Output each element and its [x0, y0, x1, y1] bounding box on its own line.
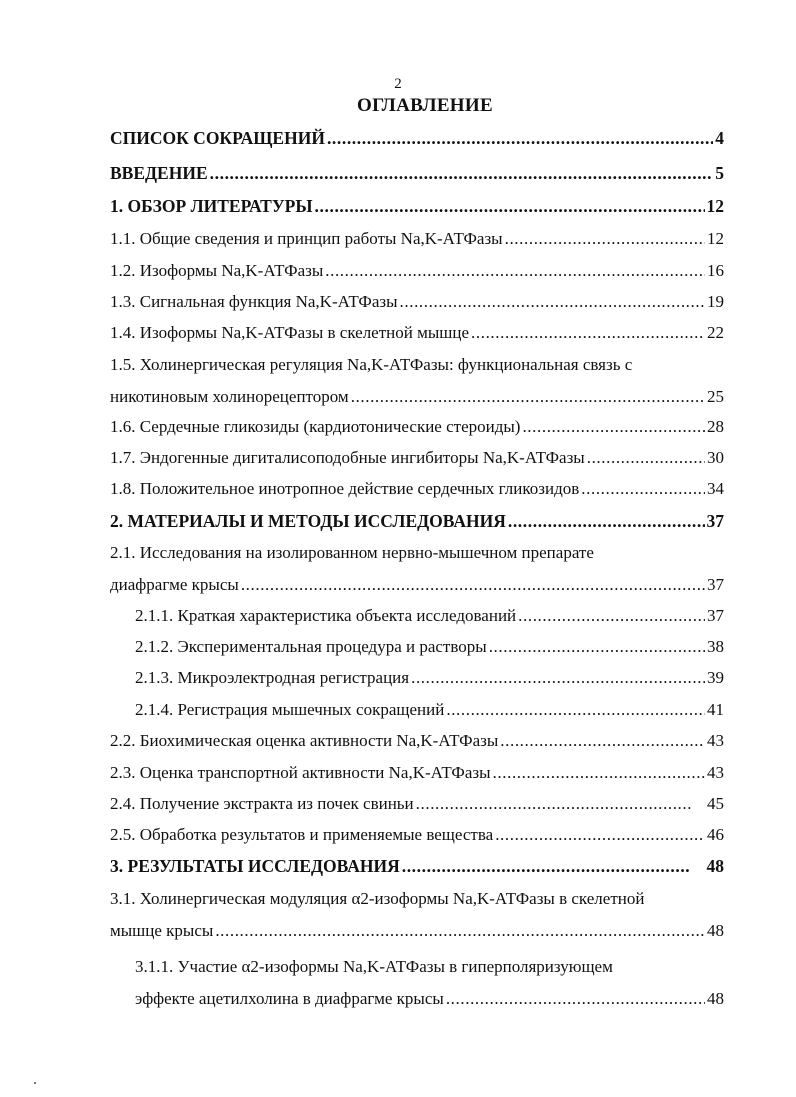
toc-entry-page: 41 [707, 700, 724, 719]
leader-dots [215, 920, 705, 942]
leader-dots [522, 416, 705, 438]
toc-entry-page: 4 [715, 128, 724, 148]
toc-entry-1-8[interactable] [110, 478, 724, 500]
toc-title: ОГЛАВЛЕНИЕ [357, 95, 493, 116]
toc-entry-2-1-1[interactable] [135, 605, 724, 627]
toc-entry-2-2[interactable] [110, 730, 724, 752]
leader-dots [581, 478, 705, 500]
toc-entry-label: 2.2. Биохимическая оценка активности Na,K-АТФазы [110, 731, 499, 750]
toc-entry-label: 2.5. Обработка результатов и применяемые вещества [110, 825, 494, 844]
toc-entry-page: 22 [707, 323, 724, 342]
toc-entry-2-4[interactable] [110, 793, 724, 815]
toc-entry-1-1[interactable] [110, 228, 724, 250]
toc-entry-2-3[interactable] [110, 762, 724, 784]
toc-entry-page: 28 [707, 417, 724, 436]
toc-entry-2-1-3[interactable] [135, 667, 724, 689]
leader-dots [518, 605, 705, 627]
toc-entry-label: эффекте ацетилхолина в диафрагме крысы [135, 989, 444, 1008]
toc-entry-label: 1.7. Эндогенные дигиталисоподобные ингибиторы Na,K-АТФазы [110, 448, 585, 467]
toc-entry-label: 1.5. Холинергическая регуляция Na,K-АТФазы: функциональная связь с [110, 355, 633, 374]
leader-dots [315, 195, 705, 217]
toc-entry-page: 48 [707, 989, 724, 1008]
toc-entry-page: 25 [707, 387, 724, 406]
leader-dots [508, 510, 705, 532]
toc-entry-page: 39 [707, 668, 724, 687]
toc-entry-1-2[interactable] [110, 260, 724, 282]
leader-dots [495, 824, 705, 846]
toc-entry-label: 3.1. Холинергическая модуляция α2-изоформы Na,K-АТФазы в скелетной [110, 889, 645, 908]
toc-entry-page: 48 [707, 921, 724, 940]
toc-entry-label: 1.6. Сердечные гликозиды (кардиотонические стероиды) [110, 417, 521, 436]
toc-entry-page: 45 [707, 794, 724, 813]
toc-entry-1-7[interactable] [110, 447, 724, 469]
leader-dots [471, 322, 705, 344]
toc-entry-page: 34 [707, 479, 724, 498]
toc-entry-page: 12 [706, 196, 724, 216]
leader-dots [446, 988, 705, 1010]
toc-entry-label: 2. МАТЕРИАЛЫ И МЕТОДЫ ИССЛЕДОВАНИЯ [110, 511, 506, 531]
leader-dots [493, 762, 705, 784]
toc-entry-1-3[interactable] [110, 291, 724, 313]
toc-entry-2-1-4[interactable] [135, 699, 724, 721]
toc-entry-label: 1. ОБЗОР ЛИТЕРАТУРЫ [110, 196, 313, 216]
toc-entry-3-1-1[interactable] [135, 956, 613, 978]
scan-speck [34, 1082, 36, 1084]
toc-entry-page: 46 [707, 825, 724, 844]
toc-entry-label: 1.1. Общие сведения и принцип работы Na,K-АТФазы [110, 229, 503, 248]
toc-entry-1-5-cont[interactable] [110, 386, 724, 408]
leader-dots [351, 386, 705, 408]
leader-dots [489, 636, 705, 658]
toc-entry-label: 3. РЕЗУЛЬТАТЫ ИССЛЕДОВАНИЯ [110, 856, 400, 876]
toc-entry-label: 1.3. Сигнальная функция Na,K-АТФазы [110, 292, 398, 311]
toc-entry-abbreviations[interactable] [110, 127, 724, 149]
toc-entry-label: диафрагме крысы [110, 575, 239, 594]
toc-entry-label: никотиновым холинорецептором [110, 387, 349, 406]
toc-entry-page: 5 [715, 163, 724, 183]
toc-entry-page: 12 [707, 229, 724, 248]
leader-dots [402, 855, 691, 877]
toc-entry-chapter-3[interactable] [110, 855, 724, 877]
leader-dots [241, 574, 705, 596]
toc-entry-3-1-1-cont[interactable] [135, 988, 724, 1010]
toc-entry-2-1-cont[interactable] [110, 574, 724, 596]
toc-entry-page: 16 [707, 261, 724, 280]
leader-dots [500, 730, 705, 752]
toc-entry-label: 1.4. Изоформы Na,K-АТФазы в скелетной мышце [110, 323, 470, 342]
toc-entry-page: 37 [707, 575, 724, 594]
toc-entry-page: 43 [707, 731, 724, 750]
toc-entry-1-5[interactable] [110, 354, 632, 376]
toc-entry-label: 2.1.3. Микроэлектродная регистрация [135, 668, 410, 687]
toc-entry-page: 30 [707, 448, 724, 467]
toc-entry-label: ВВЕДЕНИЕ [110, 163, 208, 183]
toc-entry-1-6[interactable] [110, 416, 724, 438]
leader-dots [416, 793, 691, 815]
toc-entry-3-1[interactable] [110, 888, 644, 910]
page-number: 2 [394, 76, 402, 92]
toc-entry-label: 2.3. Оценка транспортной активности Na,K-АТФазы [110, 763, 491, 782]
leader-dots [446, 699, 705, 721]
toc-entry-label: 2.1.2. Экспериментальная процедура и растворы [135, 637, 487, 656]
toc-entry-label: 2.1.4. Регистрация мышечных сокращений [135, 700, 445, 719]
toc-entry-label: 1.8. Положительное инотропное действие сердечных гликозидов [110, 479, 580, 498]
toc-entry-chapter-1[interactable] [110, 195, 724, 217]
toc-entry-page: 38 [707, 637, 724, 656]
toc-entry-2-1-2[interactable] [135, 636, 724, 658]
toc-entry-page: 37 [706, 511, 724, 531]
leader-dots [210, 162, 714, 184]
toc-entry-page: 37 [707, 606, 724, 625]
leader-dots [505, 228, 705, 250]
toc-entry-page: 48 [706, 856, 724, 876]
toc-entry-label: 2.1. Исследования на изолированном нервно-мышечном препарате [110, 543, 594, 562]
toc-entry-label: 3.1.1. Участие α2-изоформы Na,K-АТФазы в гиперполяризующем [135, 957, 613, 976]
toc-entry-1-4[interactable] [110, 322, 724, 344]
toc-entry-label: 2.4. Получение экстракта из почек свиньи [110, 794, 414, 813]
toc-entry-label: 2.1.1. Краткая характеристика объекта исследований [135, 606, 517, 625]
toc-entry-chapter-2[interactable] [110, 510, 724, 532]
toc-entry-2-5[interactable] [110, 824, 724, 846]
toc-entry-page: 43 [707, 763, 724, 782]
toc-entry-label: мышце крысы [110, 921, 214, 940]
toc-entry-label: СПИСОК СОКРАЩЕНИЙ [110, 128, 325, 148]
leader-dots [411, 667, 705, 689]
toc-entry-introduction[interactable] [110, 162, 724, 184]
toc-entry-3-1-cont[interactable] [110, 920, 724, 942]
leader-dots [400, 291, 705, 313]
toc-entry-page: 19 [707, 292, 724, 311]
toc-entry-label: 1.2. Изоформы Na,K-АТФазы [110, 261, 324, 280]
leader-dots [587, 447, 705, 469]
leader-dots [325, 260, 705, 282]
leader-dots [327, 127, 713, 149]
toc-entry-2-1[interactable] [110, 542, 594, 564]
